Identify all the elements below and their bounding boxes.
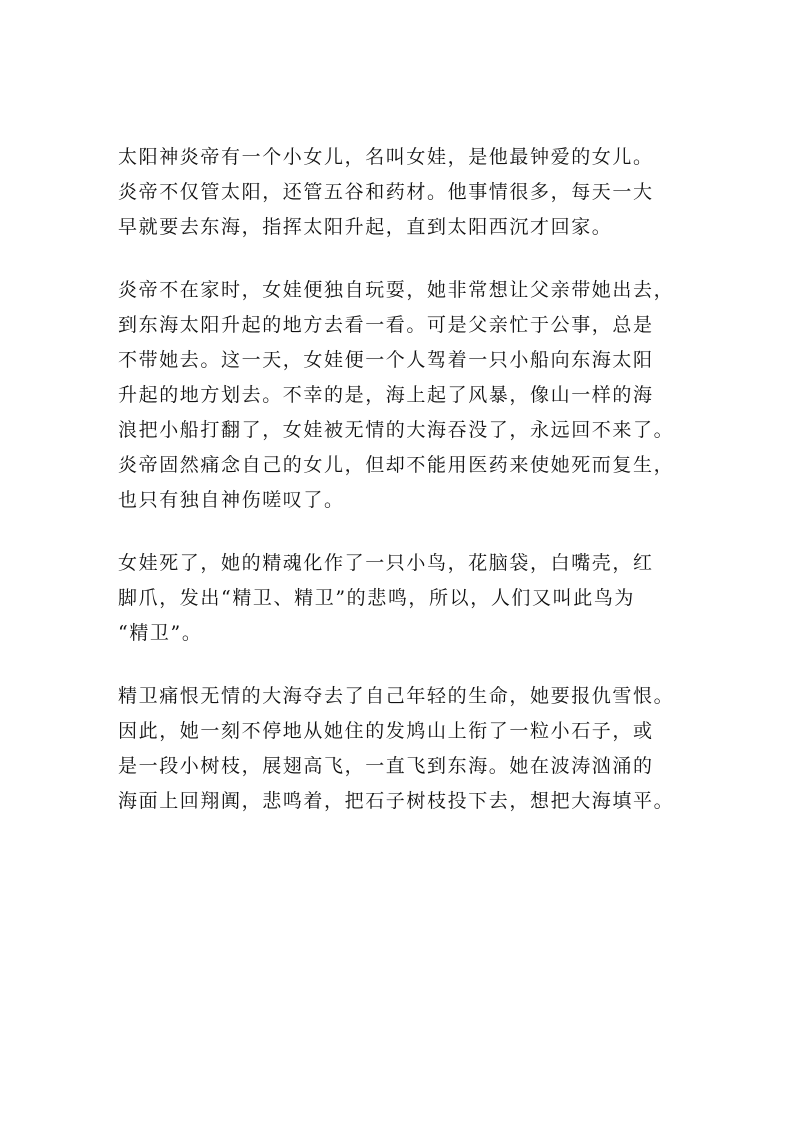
paragraph-1 [118, 140, 688, 245]
text-line: 海面上回翔阗，悲鸣着，把石子树枝投下去，想把大海填平。 [118, 790, 675, 812]
text-line: 因此，她一刻不停地从她住的发鸠山上衔了一粒小石子，或 [118, 720, 654, 742]
text-line: 精卫痛恨无情的大海夺去了自己年轻的生命，她要报仇雪恨。 [118, 685, 675, 707]
text-line: 是一段小树枝，展翅高飞，一直飞到东海。她在波涛汹涌的 [118, 755, 654, 777]
paragraph-4 [118, 679, 688, 819]
text-line: 炎帝不在家时，女娃便独自玩耍，她非常想让父亲带她出去， [118, 279, 675, 301]
text-line: 也只有独自神伤嗟叹了。 [118, 489, 345, 511]
text-line: 浪把小船打翻了，女娃被无情的大海吞没了，永远回不来了。 [118, 419, 675, 441]
document-body [118, 140, 688, 847]
text-line: 女娃死了，她的精魂化作了一只小鸟，花脑袋，白嘴壳，红 [118, 552, 654, 574]
text-line: 太阳神炎帝有一个小女儿，名叫女娃，是他最钟爱的女儿。 [118, 146, 654, 168]
text-line: 升起的地方划去。不幸的是，海上起了风暴，像山一样的海 [118, 384, 654, 406]
text-line: 不带她去。这一天，女娃便一个人驾着一只小船向东海太阳 [118, 349, 654, 371]
text-line: “精卫”。 [118, 622, 203, 644]
paragraph-3 [118, 546, 688, 651]
text-line: 炎帝不仅管太阳，还管五谷和药材。他事情很多，每天一大 [118, 181, 654, 203]
text-line: 脚爪，发出“精卫、精卫”的悲鸣，所以，人们又叫此鸟为 [118, 587, 636, 609]
paragraph-2 [118, 273, 688, 518]
text-line: 炎帝固然痛念自己的女儿，但却不能用医药来使她死而复生， [118, 454, 675, 476]
text-line: 到东海太阳升起的地方去看一看。可是父亲忙于公事，总是 [118, 314, 654, 336]
text-line: 早就要去东海，指挥太阳升起，直到太阳西沉才回家。 [118, 216, 613, 238]
